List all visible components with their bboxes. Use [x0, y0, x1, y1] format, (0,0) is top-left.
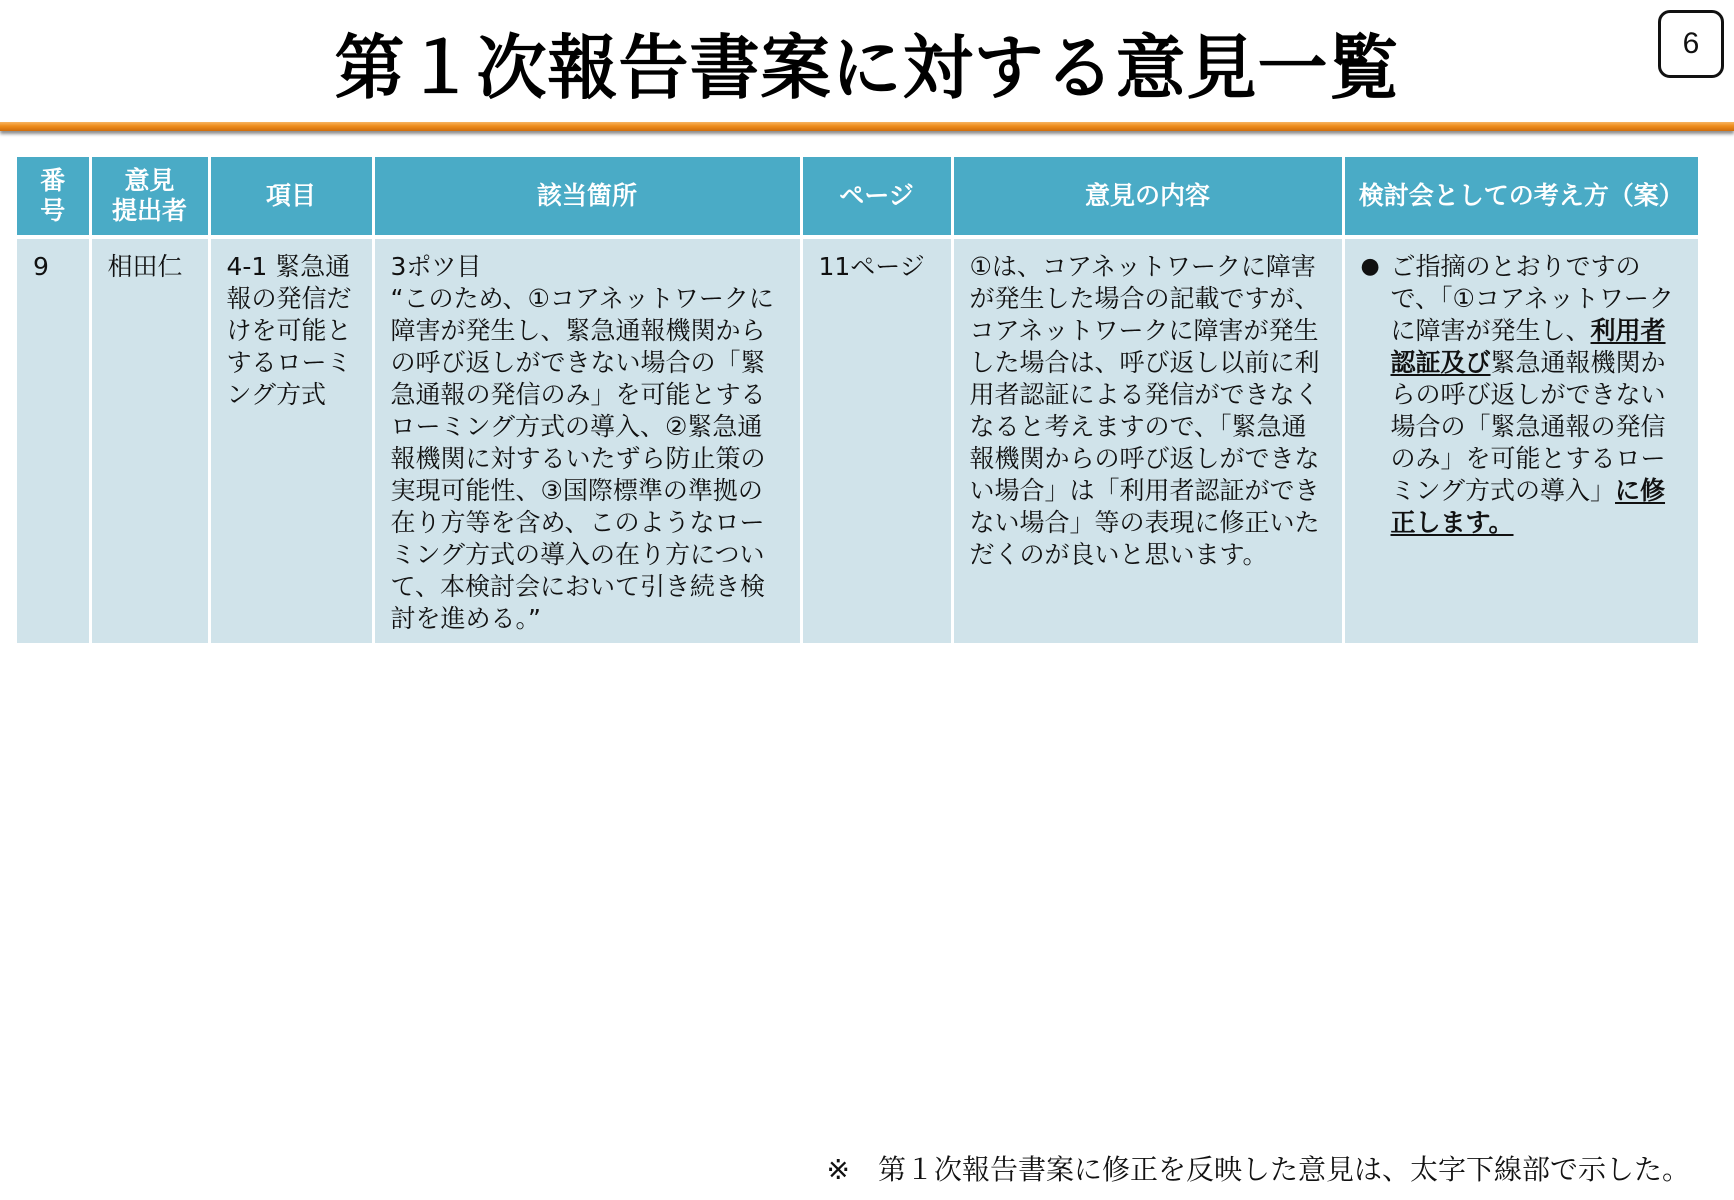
header-content: 意見の内容	[952, 157, 1343, 237]
header-item: 項目	[209, 157, 373, 237]
header-response: 検討会としての考え方（案）	[1343, 157, 1698, 237]
cell-response	[1343, 237, 1698, 643]
bullet-icon: ●	[1360, 254, 1380, 279]
response-item	[1361, 251, 1685, 539]
footnote: ※ 第１次報告書案に修正を反映した意見は、太字下線部で示した。	[826, 1153, 1690, 1186]
header-submitter: 意見 提出者	[90, 157, 209, 237]
table-row	[17, 237, 1698, 643]
table-header-row	[17, 157, 1698, 237]
revised-text: 利用者認証及び	[1390, 316, 1666, 377]
page-title: 第１次報告書案に対する意見一覧	[334, 27, 1400, 109]
cell-content: ①は、コアネットワークに障害が発生した場合の記載ですが、コアネットワークに障害が発生した場合は、呼び返し以前に利用者認証による発信ができなくなると考えますので、「緊急通報機関からの呼び返しができない場合」は「利用者認証ができない場合」等の表現に修正いただくのが良いと思います。	[952, 237, 1343, 643]
header-location: 該当箇所	[373, 157, 801, 237]
location-quote: “このため、①コアネットワークに障害が発生し、緊急通報機関からの呼び返しができない場合の「緊急通報の発信のみ」を可能とするローミング方式の導入、②緊急通報機関に対するいたずら防止策の実現可能性、③国際標準の準拠の在り方等を含め、このようなローミング方式の導入の在り方について、本検討会において引き続き検討を進める。”	[390, 284, 774, 633]
cell-item: 4-1 緊急通報の発信だけを可能とするローミング方式	[209, 237, 373, 643]
response-text: ご指摘のとおりですので、「①コアネットワークに障害が発生し、利用者認証及び緊急通報機関からの呼び返しができない場合の「緊急通報の発信のみ」を可能とするローミング方式の導入」に修正します。	[1390, 252, 1674, 537]
cell-number: 9	[17, 237, 90, 643]
revised-text: に修正します。	[1390, 476, 1666, 537]
location-heading: 3ポツ目	[390, 252, 482, 281]
header-page: ページ	[801, 157, 952, 237]
header-number: 番 号	[17, 157, 90, 237]
cell-location	[373, 237, 801, 643]
page-number: 6	[1658, 10, 1724, 78]
cell-submitter: 相田仁	[90, 237, 209, 643]
cell-page: 11ページ	[801, 237, 952, 643]
title-divider	[0, 122, 1734, 131]
opinion-table	[17, 157, 1698, 643]
